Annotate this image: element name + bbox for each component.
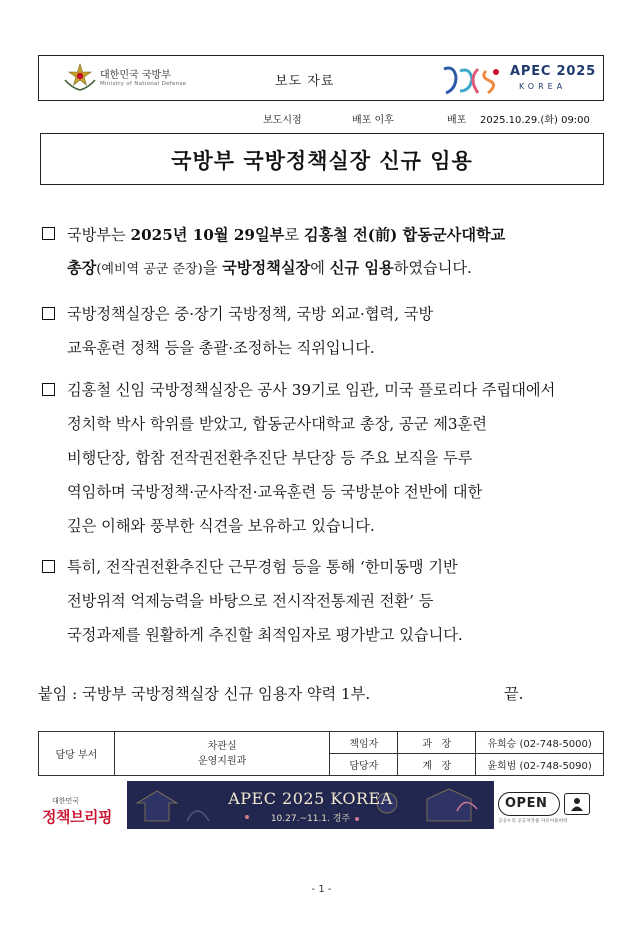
paragraph-3-line-3: 비행단장, 합참 전작권전환추진단 부단장 등 주요 보직을 두루: [67, 449, 473, 467]
bullet-checkbox: [42, 307, 55, 320]
text-run: 로: [284, 226, 304, 244]
dept-line-1: 차관실: [207, 740, 237, 752]
release-time-label: 보도시점: [263, 115, 302, 126]
dept-line-2: 운영지원과: [197, 755, 247, 767]
text-run: 국방부는: [67, 226, 131, 244]
paragraph-2-line-1: 국방정책실장은 중·장기 국방정책, 국방 외교·협력, 국방: [67, 305, 434, 323]
apec-emblem-icon: [440, 63, 506, 97]
appointment-type: 신규 임용: [329, 259, 394, 277]
text-run: 에: [310, 259, 330, 277]
ministry-name: 대한민국 국방부: [100, 70, 171, 81]
page-title: 국방부 국방정책실장 신규 임용: [171, 149, 473, 173]
apec-logo-subtext: KOREA: [519, 82, 567, 91]
distribution-label: 배포: [447, 115, 467, 126]
dept-label-cell: 담당 부서: [39, 732, 115, 776]
position-cell: 계 장: [398, 754, 476, 776]
release-after-label: 배포 이후: [352, 115, 394, 126]
apec-banner-title: APEC 2025 KOREA: [228, 789, 393, 808]
apec-logo-text: APEC 2025: [510, 64, 596, 79]
end-mark: 끝.: [504, 685, 524, 703]
paragraph-1-line-1: [67, 224, 505, 245]
contact-person-cell: 유희승 (02-748-5000): [476, 732, 604, 754]
bullet-checkbox: [42, 383, 55, 396]
paragraph-2-line-2: 교육훈련 정책 등을 총괄·조정하는 직위입니다.: [67, 339, 375, 357]
attribution-person-icon: [569, 796, 585, 812]
policy-briefing-logo: [42, 796, 124, 832]
role-cell: 책임자: [330, 732, 398, 754]
ministry-emblem-icon: [62, 62, 98, 94]
contact-person-cell: 윤희범 (02-748-5090): [476, 754, 604, 776]
open-logo-text: OPEN: [505, 796, 548, 811]
paragraph-3-line-5: 깊은 이해와 풍부한 식견을 보유하고 있습니다.: [67, 517, 375, 535]
text-run: 을: [202, 259, 223, 277]
appointment-date: 2025년 10월 29일부: [130, 226, 285, 244]
paragraph-3-line-4: 역임하며 국방정책·군사작전·교육훈련 등 국방분야 전반에 대한: [67, 483, 483, 501]
bullet-checkbox: [42, 227, 55, 240]
paragraph-4-line-2: 전방위적 억제능력을 바탕으로 전시작전통제권 전환’ 등: [67, 592, 434, 610]
paragraph-3-line-2: 정치학 박사 학위를 받았고, 합동군사대학교 총장, 공군 제3훈련: [67, 415, 487, 433]
bullet-checkbox: [42, 560, 55, 573]
rank-note: (예비역 공군 준장): [96, 262, 203, 277]
table-row: [39, 732, 604, 754]
ministry-subtitle: Ministry of National Defense: [100, 81, 187, 87]
open-logo-caption: 공공누리 공공저작물 자유이용허락: [498, 819, 568, 824]
briefing-logo-text: 정책브리핑: [42, 808, 112, 826]
appointee-name: 김홍철 전(前) 합동군사대학교: [303, 226, 506, 244]
paragraph-1-line-2: [67, 257, 472, 278]
paragraph-4-line-1: 특히, 전작권전환추진단 근무경험 등을 통해 ‘한미동맹 기반: [67, 558, 458, 576]
kogl-open-logo: [498, 792, 602, 826]
apec-banner-dates: 10.27.~11.1. 경주: [270, 814, 351, 824]
role-cell: 담당자: [330, 754, 398, 776]
page-number: - 1 -: [311, 884, 332, 895]
text-run: 하였습니다.: [393, 259, 472, 277]
attachment-note: 붙임 : 국방부 국방정책실장 신규 임용자 약력 1부.: [38, 685, 371, 703]
contact-table: [38, 731, 604, 776]
position-cell: 과 장: [398, 732, 476, 754]
position-name: 국방정책실장: [222, 259, 311, 277]
paragraph-3-line-1: 김홍철 신임 국방정책실장은 공사 39기로 임관, 미국 플로리다 주립대에서: [67, 381, 556, 399]
paragraph-4-line-3: 국정과제를 원활하게 추진할 최적임자로 평가받고 있습니다.: [67, 626, 463, 644]
briefing-logo-small-text: 대한민국: [52, 797, 80, 805]
dept-name-cell: [114, 732, 330, 776]
document-type: 보도 자료: [275, 74, 335, 89]
text-run: 총장: [67, 259, 97, 277]
distribution-date: 2025.10.29.(화) 09:00: [480, 115, 590, 126]
